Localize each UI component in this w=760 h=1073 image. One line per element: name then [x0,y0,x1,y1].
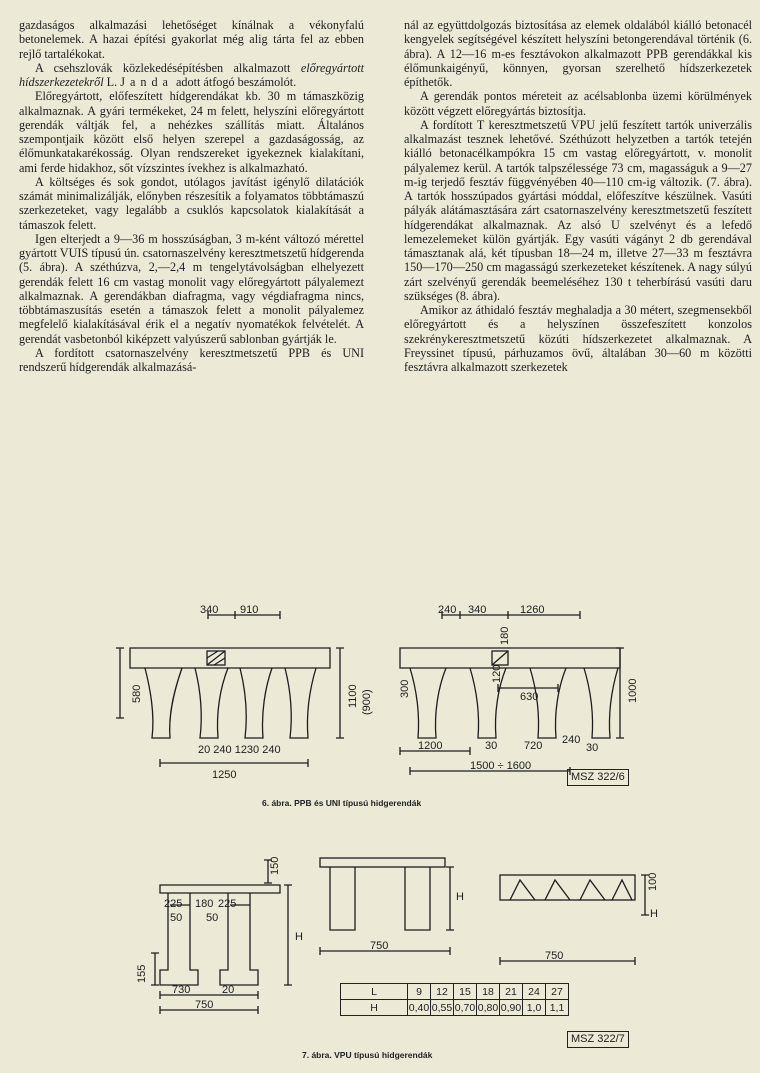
dim-label: 1000 [627,678,639,703]
standard-label: MSZ 322/7 [567,1031,629,1048]
dim-label: (900) [361,689,373,715]
table-header: L [341,984,408,1000]
dim-label: 150 [269,856,281,875]
table-cell: 27 [546,984,569,1000]
dim-label: 630 [520,691,539,703]
dim-label: 30 [485,740,498,752]
standard-label: MSZ 322/6 [567,769,629,786]
figure-6-drawing [100,603,660,793]
dim-label: H [650,908,658,920]
table-cell: 0,55 [431,1001,453,1014]
paragraph: Igen elterjedt a 9—36 m hosszúságban, 3 m-ként változó mérettel gyártott VUIS típusú ún. csatornaszelvény keresztmetszetű hídgerenda (5. ábra). A széthúzva, 2,—2,4 m tengelytávolságban elhelyezett gerendák felett 16 cm vastag monolit vagy előregyártott pályalemezt alkalmaznak. A gerendákban diafragma, vagy végdiafragma nincs, többtámaszusítás esetén a támaszok felett a monolit pályalemez megfelelő kialakításával érik el a negatív nyomatékok felvételét. A gerendát vasbetonból kiképzett valyúszerű sablonban gyártják le. [19,231,364,346]
dim-label: 340 [468,604,487,616]
dim-label: 1250 [212,769,237,781]
table-cell: 15 [454,984,477,1000]
dim-label: 120 [491,664,503,683]
table-cell: 0,90 [500,1001,522,1014]
dim-label: 100 [647,872,659,891]
table-cell: 0,40 [408,1001,430,1014]
dim-label: 50 [170,912,183,924]
author-name: Janda [120,75,173,89]
paragraph-text: L. [103,75,118,89]
dim-label: 750 [195,999,214,1011]
paragraph: nál az együttdolgozás biztosítása az elemek oldalából kiálló betonacél kengyelek segítségével készített helyszíni betongerendával történik (6. ábra). A 12—16 m-es fesztávokon alkalmazott PPB gerendákkal kis élőmunkaigényű, könnyen, gyorsan szerelhető hídszerkezetek építhetők. [404,18,752,89]
paragraph: A költséges és sok gondot, utólagos javítást igénylő dilatációk számát minimalizálják, előnyben részesítik a folyamatos többtámaszú szerkezeteket, vagy legalább a csuklós kapcsolatok kialakítását a támaszok felett. [19,174,364,232]
dim-label: 180 [195,898,214,910]
dim-label: 340 [200,604,219,616]
paragraph: gazdaságos alkalmazási lehetőséget kínálnak a vékonyfalú betonelemek. A hazai építési gyakorlat még alig tárta fel az ebben rejlő tartalékokat. [19,18,364,61]
paragraph: A fordított T keresztmetszetű VPU jelű feszített tartók univerzális alkalmazást tesznek lehetővé. Széthúzott helyzetben a tartók tetején kiálló betonacélkampókra 15 cm vastag előregyártott, v. monolit pályalemez kerül. A tartók talpszélessége 73 cm, magasságuk a 9—27 m-ig terjedő fesztáv függvényében 40—110 cm-ig változik. (7. ábra). A tartók hosszúpados gyártási móddal, előfeszítve készülnek. Vasúti pályák alátámasztására zárt csatornaszelvény keresztmetszetű feszített hídgerendákat alkalmaznak. Az alsó U szelvényt és a lefedő lemezelemeket külön gyártják. Egy vasúti vágányt 2 db gerendával támasztanak alá, két típusban 18—24 m, illetve 27—33 m fesztávra 150—170—250 cm magasságú szerkezeteket készítenek. A nagy súlyú zárt szelvényű gerendák beemeléséhez 130 t teherbírású vasúti daru szükséges (8. ábra). [404,117,752,303]
dim-label: 240 [562,734,581,746]
paragraph: Előregyártott, előfeszített hídgerendákat kb. 30 m támaszközig alkalmaznak. A gyári termékeket, 24 m felett, helyszíni előregyártott gerendák váltják fel, a nehézkes szállítás miatt. Általános szempontjaik között első helyen szerepel a gazdaságosság, az élőmunkatakarékosság. Olyan rendszereket igyekeznek kialakítani, ami ferde hidakhoz, sőt vízszintes ívekhez is alkalmazható. [19,89,364,175]
left-text-column [19,18,364,374]
dim-label: 730 [172,984,191,996]
dim-label: 910 [240,604,259,616]
right-text-column [404,18,752,374]
paragraph [19,61,364,90]
figure-6-caption: 6. ábra. PPB és UNI típusú hidgerendák [262,798,422,808]
dim-label: H [456,891,464,903]
dim-label: 225 [164,898,183,910]
dim-label: 155 [136,964,148,983]
figure-7-caption: 7. ábra. VPU típusú hidgerendák [302,1050,433,1060]
paragraph: A fordított csatornaszelvény keresztmetszetű PPB és UNI rendszerű hídgerendák alkalmazásá- [19,345,364,374]
dim-label: 300 [399,679,411,698]
dim-label: 225 [218,898,237,910]
emphasis-title: előregyártott hídszerkezetekről [19,60,365,89]
dim-label: 180 [499,626,511,645]
table-header: H [341,1000,408,1016]
table-row [341,984,569,1000]
paragraph: A gerendák pontos méreteit az acélsablonba üzemi körülmények között végzett előregyártás biztosítja. [404,89,752,118]
dim-label: 30 [586,742,599,754]
dim-label: 720 [524,740,543,752]
table-cell: 18 [477,984,500,1000]
dim-label: 750 [545,950,564,962]
dim-label: 240 [438,604,457,616]
dim-label: 1200 [418,740,443,752]
table-cell: 21 [500,984,523,1000]
dim-label: 1500 ÷ 1600 [470,760,532,772]
table-cell: 0,70 [454,1001,476,1014]
vpu-dimension-table [340,983,569,1016]
table-cell: 9 [408,984,431,1000]
dim-label: 20 240 1230 240 [198,744,281,756]
paragraph-text: adott átfogó beszámolót. [172,75,297,89]
dim-label: 1260 [520,604,545,616]
table-cell: 1,1 [546,1000,569,1016]
dim-label: 20 [222,984,235,996]
dim-label: 50 [206,912,219,924]
paragraph: Amikor az áthidaló fesztáv meghaladja a 30 métert, szegmensekből előregyártott és a helyszínen összefeszített konzolos szekrénykeresztmetszetű közúti hídszerkezetet alkalmaznak. A Freyssinet típusú, párhuzamos övű, általában 30—60 m közötti fesztávra alkalmazott szerkezetek [404,303,752,374]
dim-label: 580 [131,684,143,703]
paragraph-text: A csehszlovák közlekedésépítésben alkalmazott [35,60,291,75]
table-row [341,1000,569,1016]
dim-label: H [295,931,303,943]
table-cell: 0,80 [477,1001,499,1014]
table-cell: 24 [523,984,546,1000]
table-cell: 1,0 [523,1000,546,1016]
dim-label: 1100 [347,684,359,708]
table-cell: 12 [431,984,454,1000]
dim-label: 750 [370,940,389,952]
